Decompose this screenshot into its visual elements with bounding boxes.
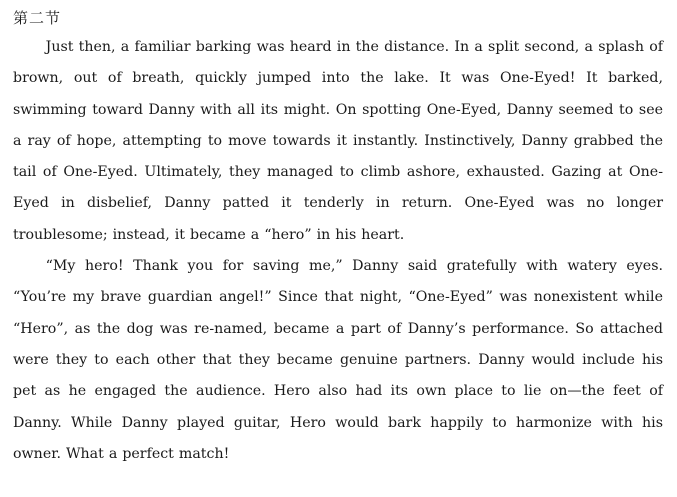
paragraph-2: “My hero! Thank you for saving me,” Danny said gratefully with watery eyes. “You’re my brave guardian angel!” Since that night, “One-Eyed” was nonexistent while “Hero”, as the dog was re-named, became a part of Danny’s performance. So attached were they to each other that they became genuine partners. Danny would include his pet as he engaged the audience. Hero also had its own place to lie on—the feet of Danny. While Danny played guitar, Hero would bark happily to harmonize with his owner. What a perfect match! bbox=[13, 258, 663, 462]
document-page bbox=[13, 6, 663, 470]
section-title: 第二节 bbox=[13, 9, 62, 27]
paragraph-1: Just then, a familiar barking was heard in the distance. In a split second, a splash of brown, out of breath, quickly jumped into the lake. It was One-Eyed! It barked, swimming toward Danny with all its might. On spotting One-Eyed, Danny seemed to see a ray of hope, attempting to move towards it instantly. Instinctively, Danny grabbed the tail of One-Eyed. Ultimately, they managed to climb ashore, exhausted. Gazing at One-Eyed in disbelief, Danny patted it tenderly in return. One-Eyed was no longer troublesome; instead, it became a “hero” in his heart. bbox=[13, 39, 663, 243]
